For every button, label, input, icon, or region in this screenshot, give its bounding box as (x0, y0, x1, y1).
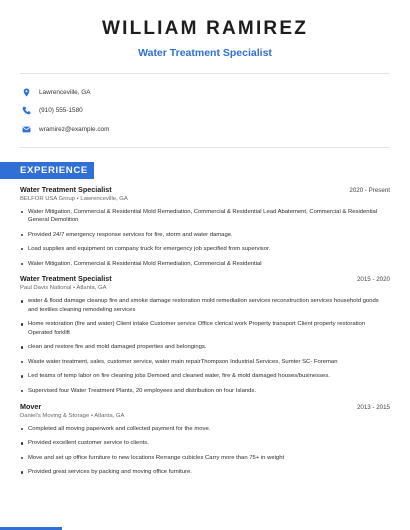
location-text: Lawrenceville, GA (39, 88, 91, 96)
job-entry (20, 274, 390, 395)
bullet-item: Move and set up office furniture to new locations Rerrange cubicles Carry more than 75+ in weight (20, 454, 390, 462)
job-company-line: BELFOR USA Group • Lawrenceville, GA (20, 195, 128, 202)
job-dates: 2020 - Present (349, 186, 390, 194)
job-company: BELFOR USA Group (20, 195, 75, 202)
bullet-item: Water Mitigation, Commercial & Residential Mold Remediation, Commercial & Residential Lead Abatement, Commercial & Residential General Demolition (20, 208, 390, 225)
contact-location (22, 83, 410, 102)
phone-icon (22, 106, 31, 115)
contact-email (22, 120, 410, 139)
job-location: Atlanta, GA (76, 285, 107, 292)
job-location: Atlanta, GA (94, 412, 125, 419)
bullet-item: Load supplies and equipment on company truck for emergency job specified from supervisor. (20, 245, 390, 253)
job-company-line: Daniel's Moving & Storage • Atlanta, GA (20, 412, 125, 419)
resume-header (0, 0, 410, 59)
job-title: Water Treatment Specialist (20, 274, 112, 284)
bullet-item: Led teams of temp labor on fire cleaning jobs Demoed and cleaned water, fire & mold damaged houses/businesses. (20, 372, 390, 380)
location-pin-icon (22, 88, 31, 97)
bullet-item: water & flood damage cleanup fire and smoke damage restoration mold remediation services reconstruction services household goods and textiles cleaning remodeling services (20, 297, 390, 314)
job-company: Paul Davis National (20, 285, 72, 292)
bullet-item: clean and restore fire and mold damaged properties and belongings. (20, 343, 390, 351)
bullet-item: Completed all moving paperwork and collected payment for the move. (20, 425, 390, 433)
contact-phone (22, 102, 410, 121)
job-entry (20, 402, 390, 477)
divider (20, 147, 390, 148)
job-company-line: Paul Davis National • Atlanta, GA (20, 285, 107, 292)
bullet-item: Provided excellent customer service to clients. (20, 439, 390, 447)
envelope-icon (22, 125, 31, 134)
job-bullets (20, 425, 390, 477)
job-dates: 2013 - 2015 (356, 403, 390, 411)
experience-list (0, 179, 410, 477)
job-title-heading: Water Treatment Specialist (138, 47, 272, 59)
job-title: Mover (20, 401, 42, 411)
bullet-item: Waste water treatment, sales, customer service, water main repairThompson Industrial Services, Sumter SC- Foreman (20, 358, 390, 366)
job-bullets (20, 297, 390, 395)
job-location: Lawrenceville, GA (80, 195, 128, 202)
job-bullets (20, 208, 390, 269)
bullet-item: Provided great services by packing and moving office furniture. (20, 468, 390, 476)
bullet-item: Home restoration (fire and water) Client intake Customer service Office clerical work Property transport Client property restoration Operated forklift (20, 320, 390, 337)
job-entry (20, 185, 390, 269)
job-dates: 2015 - 2020 (356, 276, 390, 284)
bullet-item: Supervised four Water Treatment Plants, 20 employees and distribution on four Islands. (20, 387, 390, 395)
bullet-item: Provided 24/7 emergency response services for fire, storm and water damage. (20, 231, 390, 239)
job-title: Water Treatment Specialist (20, 184, 112, 194)
bullet-item: Water Mitigation, Commercial & Residential Mold Remediation, Commercial & Residential (20, 260, 390, 268)
section-heading-experience: EXPERIENCE (0, 162, 94, 179)
job-company: Daniel's Moving & Storage (20, 412, 90, 419)
contact-info (0, 74, 410, 147)
phone-text[interactable]: (910) 555-1580 (39, 107, 83, 115)
candidate-name: WILLIAM RAMIREZ (101, 18, 309, 39)
email-text[interactable]: wramirez@example.com (39, 125, 110, 133)
